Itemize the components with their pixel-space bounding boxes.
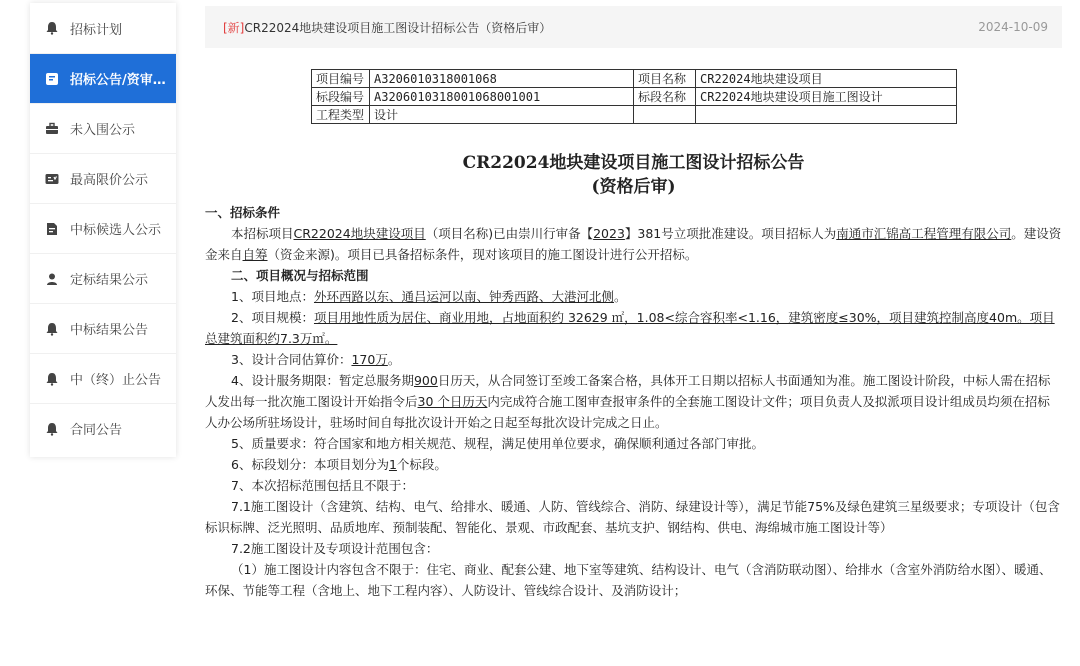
text: 3、设计合同估算价：: [231, 352, 352, 367]
section-code-label: 标段编号: [312, 88, 370, 106]
section-name-value: CR22024地块建设项目施工图设计: [696, 88, 957, 106]
owner-text: 南通市汇锦高工程管理有限公司: [836, 226, 1012, 241]
bell-icon: [44, 321, 60, 337]
paragraph: （1）施工图设计内容包含不限于：住宅、商业、配套公建、地下室等建筑、结构设计、电气（含消防联动图）、给排水（含室外消防给水图）、暖通、环保、节能等工程（含地上、地下工程内容）、人防设计、管线综合设计、及消防设计；: [205, 562, 1052, 598]
sidebar-nav: [30, 3, 176, 457]
paragraph: 7、本次招标范围包括且不限于：: [231, 478, 414, 493]
days-text: 30 个日历天: [417, 394, 488, 409]
days-text: 900: [413, 373, 438, 388]
bell-icon: [44, 20, 60, 36]
paragraph: [205, 286, 1062, 307]
sidebar-item-label: 中标候选人公示: [70, 223, 162, 238]
project-code-value: A3206010318001068: [370, 70, 634, 88]
table-row: [312, 88, 957, 106]
section-name-label: 标段名称: [634, 88, 696, 106]
paragraph: [205, 307, 1062, 349]
sidebar-item-candidates[interactable]: [30, 203, 176, 253]
paragraph: [205, 223, 1062, 265]
text: （资金来源)。项目已具备招标条件，现对该项目的施工图设计进行公开招标。: [267, 247, 698, 262]
project-type-value: 设计: [370, 106, 634, 124]
new-tag: [新]: [223, 20, 245, 35]
project-info-table: [311, 69, 957, 124]
sidebar-item-label: 中标结果公告: [70, 323, 149, 338]
text: 个标段。: [396, 457, 447, 472]
announcement-icon: [44, 71, 60, 87]
bell-icon: [44, 371, 60, 387]
sidebar-item-plan[interactable]: [30, 3, 176, 53]
sidebar-item-winning-bid[interactable]: [30, 303, 176, 353]
table-row: [312, 106, 957, 124]
bell-icon: [44, 421, 60, 437]
text: 2、项目规模：: [231, 310, 314, 325]
sidebar-item-max-price[interactable]: [30, 153, 176, 203]
project-name-label: 项目名称: [634, 70, 696, 88]
empty-cell: [696, 106, 957, 124]
location-text: 外环西路以东、通吕运河以南、钟秀西路、大港河北侧: [313, 289, 614, 304]
sidebar-item-award-result[interactable]: [30, 253, 176, 303]
text: 内完成符合施工图审查报审条件的全套施工图设计文件；项目负责人及拟派项目设计组成员均须在招标人办公场所驻场设计，驻场时间自每批次设计开始之日起至每批次设计完成之日止。: [205, 394, 1050, 430]
fund-text: 自筹: [242, 247, 268, 262]
section-heading: 二、项目概况与招标范围: [231, 268, 369, 283]
table-row: [312, 70, 957, 88]
text: 1、项目地点：: [231, 289, 314, 304]
sidebar-item-label: 定标结果公示: [70, 273, 149, 288]
price-text: 170万: [351, 352, 388, 367]
text: 4、设计服务期限：暂定总服务期: [231, 373, 414, 388]
text: 本招标项目: [231, 226, 294, 241]
year-text: 2023: [593, 226, 625, 241]
section-code-value: A3206010318001068001001: [370, 88, 634, 106]
briefcase-icon: [44, 121, 60, 137]
text: 】381号立项批准建设。项目招标人为: [624, 226, 837, 241]
document-title: CR22024地块建设项目施工图设计招标公告: [462, 153, 805, 173]
text: 。: [387, 352, 401, 367]
sidebar-item-label: 招标公告/资审…: [70, 73, 166, 88]
price-icon: [44, 171, 60, 187]
notice-body: [205, 202, 1062, 601]
text: 日历天，从合同签订至竣工备案合格，具体开工日期以招标人书面通知为准。施工图设计阶段，中标人需在招标人发出每一批次施工图设计开始指令后: [205, 373, 1051, 409]
sidebar-item-termination[interactable]: [30, 353, 176, 403]
paragraph: [205, 370, 1062, 433]
sidebar-item-label: 中（终）止公告: [70, 373, 162, 388]
empty-cell: [634, 106, 696, 124]
notice-header: [205, 6, 1062, 48]
notice-title-group: [223, 19, 551, 36]
sidebar-item-label: 招标计划: [70, 22, 123, 38]
paragraph: 7.2施工图设计及专项设计范围包含：: [231, 541, 439, 556]
sidebar-item-contract[interactable]: [30, 403, 176, 453]
project-type-label: 工程类型: [312, 106, 370, 124]
document-subtitle: (资格后审): [591, 177, 676, 197]
text: （项目名称)已由崇川行审备【: [425, 226, 594, 241]
notice-title: CR22024地块建设项目施工图设计招标公告（资格后审）: [244, 20, 552, 35]
paragraph: [205, 454, 1062, 475]
publish-date: 2024-10-09: [978, 20, 1048, 34]
sidebar-item-not-shortlisted[interactable]: [30, 103, 176, 153]
paragraph: 5、质量要求：符合国家和地方相关规范、规程，满足使用单位要求，确保顺利通过各部门审批。: [231, 436, 764, 451]
text: 6、标段划分：本项目划分为: [231, 457, 389, 472]
paragraph: 7.1施工图设计（含建筑、结构、电气、给排水、暖通、人防、管线综合、消防、绿建设计等），满足节能75%及绿色建筑三星级要求；专项设计（包含标识标牌、泛光照明、品质地库、预制装配、智能化、景观、市政配套、基坑支护、钢结构、供电、海绵城市施工图设计等）: [205, 499, 1060, 535]
document-icon: [44, 221, 60, 237]
person-icon: [44, 271, 60, 287]
text: 。建设资金来自: [205, 226, 1062, 262]
scale-text: 项目用地性质为居住、商业用地，占地面积约 32629 ㎡，1.08<综合容积率<1.16，建筑密度≤30%，项目建筑控制高度40m。项目总建筑面积约7.3万㎡。: [205, 310, 1055, 346]
sidebar-item-label: 未入围公示: [70, 123, 136, 138]
sidebar-item-label: 合同公告: [70, 423, 123, 438]
project-name-value: CR22024地块建设项目: [696, 70, 957, 88]
section-count-text: 1: [388, 457, 397, 472]
project-name-text: CR22024地块建设项目: [293, 226, 426, 241]
text: 。: [613, 289, 627, 304]
sidebar-item-label: 最高限价公示: [70, 173, 149, 188]
section-heading: 一、招标条件: [205, 205, 281, 220]
project-code-label: 项目编号: [312, 70, 370, 88]
paragraph: [205, 349, 1062, 370]
sidebar-item-announcement[interactable]: [30, 53, 176, 103]
